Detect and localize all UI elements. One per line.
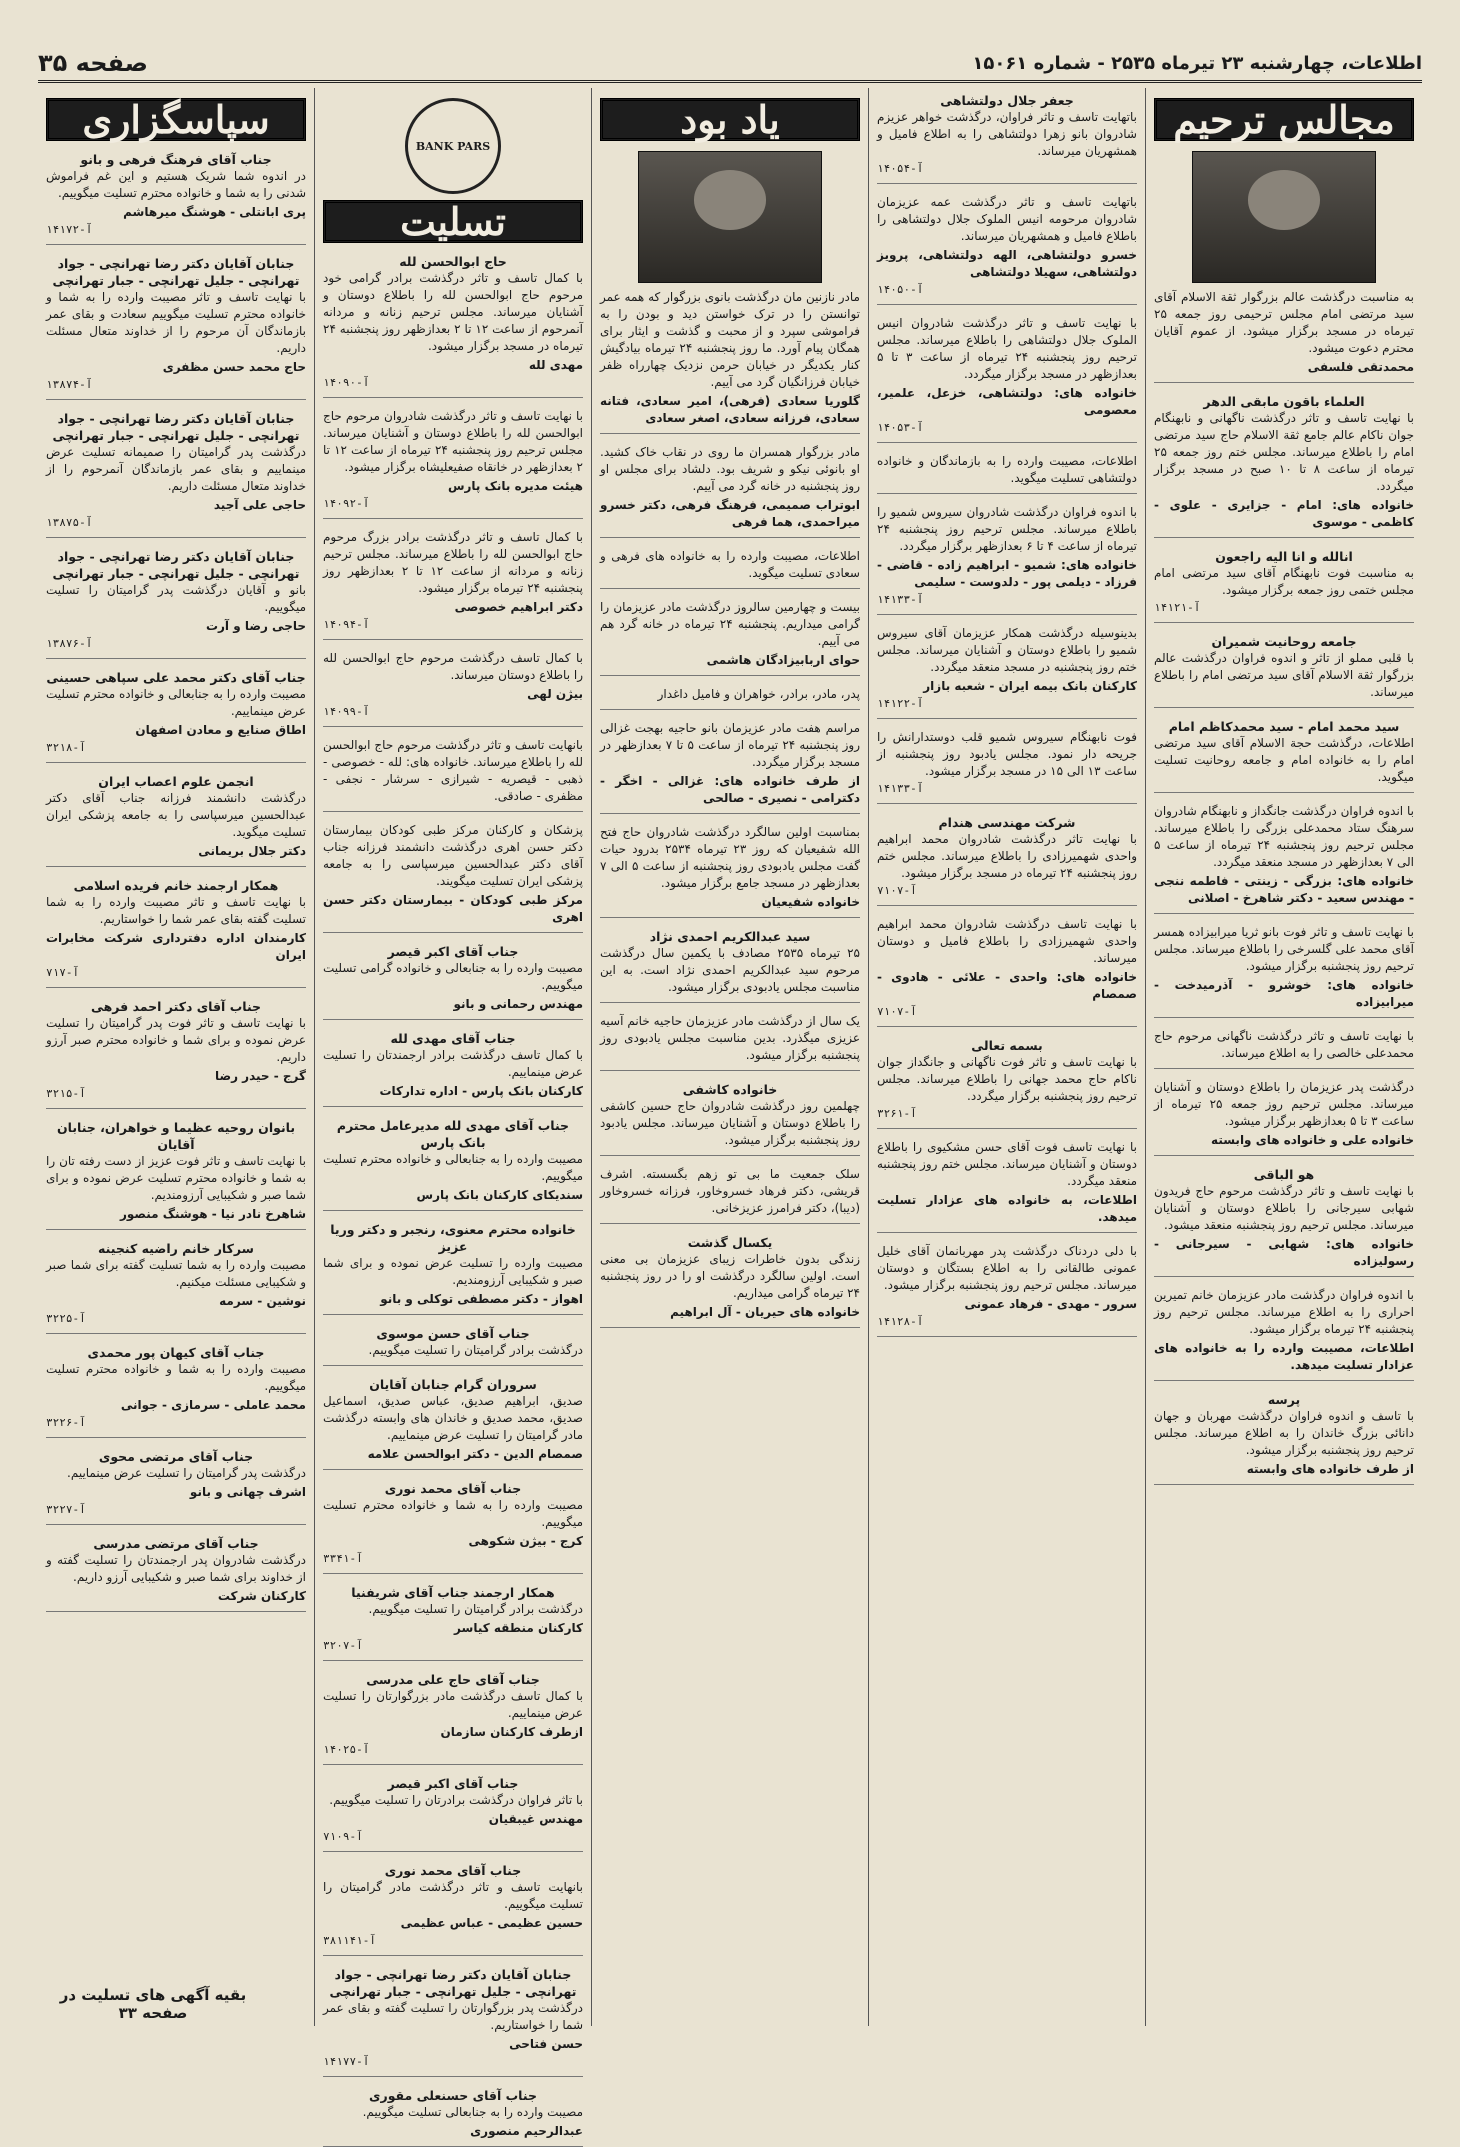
notice-block — [323, 943, 583, 1020]
notice-heading: انجمن علوم اعصاب ایران — [98, 774, 254, 789]
notice-signature: صمصام الدین - دکتر ابوالحسن علامه — [367, 1447, 583, 1461]
notice-signature: اطلاعات، به خانواده های عزادار تسلیت میدهد. — [877, 1193, 1137, 1224]
notice-signature: اطاق صنایع و معادن اصفهان — [135, 723, 306, 737]
notice-text: بمناسبت اولین سالگرد درگذشت شادروان حاج فتح الله شفیعیان که روز ۲۳ تیرماه ۲۵۳۴ بدرود حیات گفت مجلس یادبودی روز پنجشنبه از ساعت ۵ الی ۷ بعدازظهر در مسجد جامع برگزار میشود. — [600, 825, 860, 890]
notice-code: آ-۱۴۱۲۸ — [877, 1315, 924, 1328]
notice-text: با نهایت تاسف فوت آقای حسن مشکیوی را باطلاع دوستان و آشنایان میرساند. مجلس ختم روز پنجشنبه منعقد میگردد. — [877, 1140, 1137, 1188]
notice-block — [323, 1376, 583, 1470]
notice-block — [46, 1448, 306, 1525]
notice-block — [323, 1671, 583, 1765]
notice-code: آ-۳۸۱۱۴۱ — [323, 1934, 376, 1947]
notice-text: مصیبت وارده را به شما و خانواده محترم تسلیت میگوییم. — [323, 1498, 583, 1529]
notice-text: به مناسبت فوت نابهنگام آقای سید مرتضی امام مجلس ختمی روز جمعه برگزار میشود. — [1154, 566, 1414, 597]
notice-block — [877, 194, 1137, 305]
notice-code: آ-۳۲۶۱ — [877, 1107, 917, 1120]
notice-block — [323, 737, 583, 812]
notice-heading: جناب آقای مهدی لله مدیرعامل محترم بانک پارس — [336, 1118, 570, 1150]
notice-code: آ-۱۴۰۹۴ — [323, 618, 370, 631]
notice-block — [323, 1584, 583, 1661]
masthead: اطلاعات، چهارشنبه ۲۳ تیرماه ۲۵۳۵ - شماره ۱۵۰۶۱ — [972, 52, 1422, 74]
notice-block — [600, 548, 860, 589]
notice-heading: انالله و انا الیه راجعون — [1215, 549, 1353, 564]
notice-text: درگذشت پدر عزیزمان را باطلاع دوستان و آشنایان میرساند. مجلس ترحیم روز جمعه ۲۵ تیرماه از ساعت ۳ تا ۵ بعدازظهر برگزار میشود. — [1154, 1080, 1414, 1128]
notice-signature: خانواده های: شهابی - سیرجانی - رسولیزاده — [1154, 1237, 1414, 1268]
column-3 — [591, 88, 868, 2026]
notice-code: آ-۳۲۲۷ — [46, 1503, 86, 1516]
notice-text: با اندوه فراوان درگذشت شادروان سیروس شمیو را باطلاع میرساند. مجلس ترحیم روز پنجشنبه ۲۴ تیرماه از ساعت ۴ تا ۶ بعدازظهر برگزار میگردد. — [877, 505, 1137, 553]
notice-block — [46, 1240, 306, 1334]
notice-heading: جناب آقای دکتر احمد فرهی — [90, 999, 262, 1014]
notice-heading: همکار ارجمند خانم فریده اسلامی — [73, 878, 279, 893]
notice-text: با تاثر فراوان درگذشت برادرتان را تسلیت میگوییم. — [329, 1793, 583, 1807]
notice-code: آ-۷۱۰۹ — [323, 1830, 363, 1843]
notice-block — [1154, 924, 1414, 1018]
notice-block — [46, 773, 306, 867]
notice-signature: اشرف چهانی و بانو — [189, 1485, 306, 1499]
notice-block — [877, 1037, 1137, 1129]
notice-block — [600, 824, 860, 918]
bank-pars-seal: BANK PARS — [405, 98, 501, 194]
notice-code: آ-۱۴۱۷۷ — [323, 2055, 370, 2068]
notice-signature: از طرف خانواده های: غزالی - اخگر - دکترامی - نصیری - صالحی — [600, 774, 860, 805]
banner-sepasgozari: سپاسگزاری — [46, 98, 306, 141]
notice-heading: بانوان روحیه عظیما و خواهران، جنابان آقایان — [56, 1120, 296, 1152]
notice-signature: خانواده های: دولتشاهی، خزعل، علمیر، معصومی — [877, 386, 1137, 417]
notice-code: آ-۳۲۱۸ — [46, 741, 86, 754]
notice-signature: محمد عاملی - سرمازی - جوانی — [120, 1398, 306, 1412]
notice-heading: خانواده محترم معنوی، رنجبر و دکتر وریا عزیز — [330, 1222, 576, 1254]
notice-text: درگذشت برادر گرامیتان را تسلیت میگوییم. — [368, 1602, 583, 1616]
notice-block — [46, 1344, 306, 1438]
notice-signature: حوای اربابیزادگان هاشمی — [706, 653, 860, 667]
notice-code: آ-۳۲۲۶ — [46, 1416, 86, 1429]
notice-signature: خسرو دولتشاهی، الهه دولتشاهی، پرویز دولتشاهی، سهیلا دولتشاهی — [877, 248, 1137, 279]
notice-heading: جناب آقای مرتضی محوی — [98, 1449, 254, 1464]
notice-signature: کارکنان بانک پارس - اداره تدارکات — [379, 1084, 583, 1098]
notice-code: آ-۷۱۰۷ — [877, 1005, 917, 1018]
notice-block — [877, 916, 1137, 1027]
notice-heading: جعفر جلال دولتشاهی — [940, 93, 1074, 108]
notice-signature: مهندس رحمانی و بانو — [453, 997, 583, 1011]
notice-text: ۲۵ تیرماه ۲۵۳۵ مصادف با یکمین سال درگذشت مرحوم سید عبدالکریم احمدی نژاد است. به این مناسبت مجلس یادبودی برگزار میشود. — [600, 946, 860, 994]
notice-text: با کمال تاسف درگذشت مرحوم حاج ابوالحسن لله را باطلاع دوستان میرساند. — [323, 651, 583, 682]
banner-majalis: مجالس ترحیم — [1154, 98, 1414, 141]
notice-signature: خانواده های: خوشرو - آذرمیدخت - میرابیزاده — [1154, 978, 1414, 1009]
notice-heading: جنابان آقایان دکتر رضا تهرانچی - جواد تهرانچی - جلیل تهرانچی - جبار تهرانچی — [52, 256, 300, 288]
notice-block — [877, 1139, 1137, 1233]
notice-text: مصیبت وارده را به جنابعالی تسلیت میگوییم. — [362, 2105, 583, 2119]
notice-block — [877, 92, 1137, 184]
notice-text: اطلاعات، درگذشت حجة الاسلام آقای سید مرتضی امام را به خانواده امام و جامعه روحانیت تسلیت میگوید. — [1154, 736, 1414, 784]
notice-text: بانو و آقایان درگذشت پدر گرامیتان را تسلیت میگوییم. — [46, 583, 306, 614]
notice-text: با نهایت تاسف و تاثر مصیبت وارده را به شما و خانواده محترم تسلیت میگوییم سعادت و بقای عمر بازماندگان آن مرحوم را از خداوند متعال مسئلت داریم. — [46, 290, 306, 355]
notice-heading: یکسال گذشت — [687, 1235, 773, 1250]
notice-code: آ-۳۲۰۷ — [323, 1639, 363, 1652]
notice-signature: دکتر ابراهیم خصوصی — [454, 600, 583, 614]
notice-signature: از طرف خانواده های وابسته — [1246, 1462, 1414, 1476]
notice-code: آ-۱۴۱۲۲ — [877, 697, 924, 710]
notice-heading: جناب آقای حاج علی مدرسی — [366, 1672, 540, 1687]
notice-block — [323, 822, 583, 933]
notice-heading: العلماء باقون مابقی الدهر — [1203, 394, 1365, 409]
notice-text: بانهایت تاسف و تاثر درگذشت مرحوم حاج ابوالحسن لله را باطلاع میرساند. خانواده های: لله - خصوصی - ذهبی - قیصریه - شیرازی - سرشار - نجفی - مظفری - صادقی. — [323, 738, 583, 803]
notice-code: آ-۱۳۸۷۴ — [46, 378, 93, 391]
notice-text: با نهایت تاسف و تاثر درگذشت ناگهانی مرحوم حاج محمدعلی خالصی را به اطلاع میرساند. — [1154, 1029, 1414, 1060]
notice-code: آ-۱۳۸۷۶ — [46, 637, 93, 650]
notice-signature: محمدتقی فلسفی — [1307, 360, 1414, 374]
notice-block — [1154, 289, 1414, 383]
notice-block — [46, 548, 306, 659]
notice-signature: اطلاعات، مصیبت وارده را به خانواده های عزادار تسلیت میدهد. — [1154, 1341, 1414, 1372]
notice-signature: کارکنان منطقه کیاسر — [454, 1621, 583, 1635]
notice-signature: گرج - حیدر رضا — [214, 1069, 306, 1083]
notice-block — [877, 504, 1137, 615]
notice-heading: جناب آقای حسن موسوی — [376, 1326, 530, 1341]
notice-text: بانهایت تاسف و تاثر درگذشت مادر گرامیتان را تسلیت میگوییم. — [323, 1880, 583, 1911]
notice-heading: جناب آقای مهدی لله — [390, 1031, 516, 1046]
notice-text: درگذشت پدر گرامیتان را صمیمانه تسلیت عرض مینماییم و بقای عمر بازماندگان آنمرحوم را از خداوند متعال مسئلت داریم. — [46, 445, 306, 493]
notice-block — [1154, 633, 1414, 708]
notice-signature: کارکنان بانک بیمه ایران - شعبه بازار — [923, 679, 1137, 693]
notice-text: با نهایت تاسف و تاثر درگذشت مرحوم حاج فریدون شهابی سیرجانی را باطلاع دوستان و آشنایان میرساند. مجلس ترحیم روز پنجشنبه منعقد میشود. — [1154, 1184, 1414, 1232]
notice-block — [323, 529, 583, 640]
notice-code: آ-۱۴۰۵۳ — [877, 421, 924, 434]
notice-text: صدیق، ابراهیم صدیق، عباس صدیق، اسماعیل صدیق، محمد صدیق و خاندان های وابسته درگذشت مادر گرامیتان را تسلیت عرض مینماییم. — [323, 1394, 583, 1442]
notice-heading: شرکت مهندسی هندام — [938, 815, 1076, 830]
notice-block — [323, 1325, 583, 1366]
notice-text: با کمال تاسف و تاثر درگذشت برادر گرامی خود مرحوم حاج ابوالحسن لله را باطلاع دوستان و آشنایان میرساند. مجلس ترحیم زنانه و مردانه آنمرحوم از ساعت ۱۲ تا ۲ بعدازظهر روز پنجشنبه ۲۴ تیرماه در مسجد برگزار میشود. — [323, 271, 583, 353]
notice-code: آ-۱۴۱۳۳ — [877, 782, 924, 795]
notice-block — [600, 599, 860, 676]
notice-code: آ-۱۴۰۹۰ — [323, 376, 370, 389]
notice-block — [877, 1243, 1137, 1337]
notice-block — [46, 669, 306, 763]
notice-block — [46, 998, 306, 1109]
notice-heading: بسمه تعالی — [971, 1038, 1043, 1053]
notice-code: آ-۷۱۷ — [46, 966, 80, 979]
notice-signature: حسین عظیمی - عباس عظیمی — [400, 1916, 583, 1930]
notice-block — [323, 1030, 583, 1107]
notice-text: با نهایت تاسف و تاثر فوت بانو ثریا میرابیزاده همسر آقای محمد علی گلسرخی را باطلاع میرساند. مجلس ترحیم روز پنجشنبه برگزار میشود. — [1154, 925, 1414, 973]
notice-heading: جناب آقای فرهنگ فرهی و بانو — [80, 152, 272, 167]
notice-heading: سید محمد امام - سید محمدکاظم امام — [1168, 719, 1400, 734]
notice-signature: دکتر جلال بریمانی — [198, 844, 306, 858]
notice-text: مصیبت وارده را به شما تسلیت گفته برای شما صبر و شکیبایی مسئلت میکنیم. — [46, 1258, 306, 1289]
notice-signature: کارمندان اداره دفترداری شرکت مخابرات ایران — [46, 931, 306, 962]
notice-text: به مناسبت درگذشت عالم بزرگوار ثقة الاسلام آقای سید مرتضی امام مجلس ترحیمی روز جمعه ۲۵ تیرماه در مسجد برگزار میشود. از عموم آقایان محترم دعوت میشود. — [1154, 290, 1414, 355]
notice-code: آ-۷۱۰۷ — [877, 884, 917, 897]
notice-signature: خانواده های: شمیو - ابراهیم زاده - قاضی - فرزاد - دیلمی پور - دلدوست - سلیمی — [877, 558, 1137, 589]
notice-heading: حاج ابوالحسن لله — [399, 254, 507, 269]
column-1 — [1145, 88, 1422, 2026]
notice-signature: حاجی علی آجید — [213, 498, 306, 512]
notice-heading: جناب آقای اکبر قیصر — [387, 1776, 519, 1791]
notice-signature: مهدی لله — [528, 358, 583, 372]
notice-block — [877, 315, 1137, 443]
notice-code: آ-۳۲۱۵ — [46, 1087, 86, 1100]
notice-signature: ابوتراب صمیمی، فرهنگ فرهی، دکتر خسرو میراحمدی، هما فرهی — [600, 498, 860, 529]
notice-heading: جنابان آقایان دکتر رضا تهرانچی - جواد تهرانچی - جلیل تهرانچی - جبار تهرانچی — [52, 411, 300, 443]
notice-text: اطلاعات، مصیبت وارده را به خانواده های فرهی و سعادی تسلیت میگوید. — [600, 549, 860, 580]
notice-text: مصیبت وارده را به جنابعالی و خانواده محترم تسلیت عرض مینماییم. — [46, 687, 306, 718]
notice-heading: جناب آقای حسنعلی مقوری — [369, 2088, 537, 2103]
notice-block — [600, 1081, 860, 1156]
notice-text: در اندوه شما شریک هستیم و این غم فراموش شدنی را به شما و خانواده محترم تسلیت میگوییم. — [46, 169, 306, 200]
notice-signature: عبدالرحیم منصوری — [470, 2124, 583, 2138]
notice-code: آ-۱۴۱۲۱ — [1154, 601, 1201, 614]
portrait-photo — [1192, 151, 1376, 283]
notice-heading: همکار ارجمند جناب آقای شریفنیا — [351, 1585, 555, 1600]
notice-heading: سید عبدالکریم احمدی نژاد — [649, 929, 811, 944]
notice-block — [46, 151, 306, 245]
notice-code: آ-۳۲۲۵ — [46, 1312, 86, 1325]
notice-signature: شاهرخ نادر نیا - هوشنگ منصور — [119, 1207, 306, 1221]
notice-heading: جناب آقای دکتر محمد علی سپاهی حسینی — [46, 670, 306, 685]
notice-text: با نهایت تاسف درگذشت شادروان محمد ابراهیم واحدی شهمیرزادی را باطلاع فامیل و دوستان میرساند. — [877, 917, 1137, 965]
notice-signature: مهندس غیبقیان — [488, 1812, 583, 1826]
notice-block — [46, 1119, 306, 1230]
notice-block — [600, 289, 860, 434]
notice-block — [46, 877, 306, 988]
notice-block — [600, 720, 860, 814]
notice-text: درگذشت پدر گرامیتان را تسلیت عرض مینماییم. — [67, 1466, 306, 1480]
notice-signature: خانواده های: امام - جزایری - علوی - کاظمی - موسوی — [1154, 498, 1414, 529]
notice-code: آ-۳۳۴۱ — [323, 1552, 363, 1565]
notice-code: آ-۱۴۱۳۳ — [877, 593, 924, 606]
notice-block — [1154, 1391, 1414, 1485]
notice-block — [1154, 1028, 1414, 1069]
notice-block — [877, 729, 1137, 804]
page-number: صفحه ۳۵ — [38, 49, 148, 77]
notice-signature: گلوریا سعادی (فرهی)، امیر سعادی، فتانه سعادی، فرزانه سعادی، اصغر سعادی — [600, 394, 860, 425]
portrait-photo — [638, 151, 822, 283]
notice-block — [323, 1221, 583, 1315]
notice-text: با قلبی مملو از تاثر و اندوه فراوان درگذشت عالم بزرگوار ثقة الاسلام آقای سید مرتضی امام را باطلاع میرساند. — [1154, 651, 1414, 699]
notice-text: با دلی دردناک درگذشت پدر مهربانمان آقای خلیل عمونی طالقانی را به اطلاع بستگان و دوستان میرساند. مجلس ترحیم روز پنجشنبه برگزار میشود. — [877, 1244, 1137, 1292]
notice-heading: جناب آقای اکبر قیصر — [387, 944, 519, 959]
notice-text: مراسم هفت مادر عزیزمان بانو حاجیه بهجت غزالی روز پنجشنبه ۲۴ تیرماه از ساعت ۵ تا ۷ بعدازظهر در مسجد برگزار میگردد. — [600, 721, 860, 769]
notice-heading: جنابان آقایان دکتر رضا تهرانچی - جواد تهرانچی - جلیل تهرانچی - جبار تهرانچی — [329, 1967, 577, 1999]
notice-signature: سندیکای کارکنان بانک پارس — [416, 1188, 583, 1202]
notice-heading: جنابان آقایان دکتر رضا تهرانچی - جواد تهرانچی - جلیل تهرانچی - جبار تهرانچی — [52, 549, 300, 581]
notice-signature: حاجی رضا و آرت — [205, 619, 306, 633]
notice-block — [1154, 1166, 1414, 1277]
notice-text: فوت نابهنگام سیروس شمیو قلب دوستدارانش را جریحه دار نمود. مجلس یادبود روز پنجشنبه از ساعت ۱۳ الی ۱۵ در مسجد برگزار میشود. — [877, 730, 1137, 778]
notice-block — [877, 625, 1137, 719]
notice-heading: هو الباقی — [1253, 1167, 1315, 1182]
notice-signature: حسن فتاحی — [509, 2037, 583, 2051]
notice-heading: جناب آقای کیهان پور محمدی — [87, 1345, 265, 1360]
notice-signature: خانواده های حیریان - آل ابراهیم — [670, 1305, 860, 1319]
notice-block — [323, 1862, 583, 1956]
notice-text: با اندوه فراوان درگذشت مادر عزیزمان خانم تمیرین احراری را به اطلاع میرساند. مجلس ترحیم روز پنجشنبه ۲۴ تیرماه برگزار میشود. — [1154, 1288, 1414, 1336]
notice-text: اطلاعات، مصیبت وارده را به بازماندگان و خانواده دولتشاهی تسلیت میگوید. — [877, 454, 1137, 485]
notice-text: مصیبت وارده را به شما و خانواده محترم تسلیت میگوییم. — [46, 1362, 306, 1393]
notice-signature: حاج محمد حسن مظفری — [162, 360, 306, 374]
notice-signature: خانواده های: بزرگی - زینتی - فاطمه ننجی - مهندس سعید - دکتر شاهرخ - اصلانی — [1154, 874, 1414, 905]
page-header — [38, 46, 1422, 83]
notice-code: آ-۱۴۰۵۴ — [877, 162, 924, 175]
notice-code: آ-۱۴۰۹۹ — [323, 705, 370, 718]
notice-block — [46, 410, 306, 538]
notice-text: با نهایت تاسف و تاثر مصیبت وارده را به شما تسلیت گفته بقای عمر شما را خواستاریم. — [46, 895, 306, 926]
notice-signature: مرکز طبی کودکان - بیمارستان دکتر حسن اهری — [323, 893, 583, 924]
notice-text: باتهایت تاسف و تاثر درگذشت عمه عزیزمان شادروان مرحومه انیس الملوک جلال دولتشاهی را باطلاع فامیل و همشهریان میرساند. — [877, 195, 1137, 243]
notice-text: درگذشت دانشمند فرزانه جناب آقای دکتر عبدالحسین میرسپاسی را به جامعه پزشکی ایران تسلیت میگوید. — [46, 791, 306, 839]
notice-text: بیست و چهارمین سالروز درگذشت مادر عزیزمان را گرامی میداریم. پنجشنبه ۲۴ تیرماه در خانه گرد هم می آییم. — [600, 600, 860, 648]
notice-text: درگذشت برادر گرامیتان را تسلیت میگوییم. — [368, 1343, 583, 1357]
notice-block — [323, 2087, 583, 2147]
notice-text: پدر، مادر، برادر، خواهران و فامیل داغدار — [657, 687, 860, 701]
notice-text: با اندوه فراوان درگذشت جانگداز و نابهنگام شادروان سرهنگ ستاد محمدعلی بزرگی را باطلاع میرساند. مجلس ترحیم روز پنجشنبه ۲۴ تیرماه از ساعت ۵ الی ۷ بعدازظهر در مسجد منعقد میگردد. — [1154, 804, 1414, 869]
notice-text: با نهایت تاسف و تاثر فوت ناگهانی و جانگداز جوان ناکام حاج محمد جهانی را باطلاع میرساند. مجلس ترحیم روز پنجشنبه برگزار میگردد. — [877, 1055, 1137, 1103]
notice-block — [877, 814, 1137, 906]
notice-block — [323, 253, 583, 398]
notice-text: زندگی بدون خاطرات زیبای عزیزمان بی معنی است. اولین سالگرد درگذشت او را در روز پنجشنبه ۲۴ تیرماه گرامی میداریم. — [600, 1252, 860, 1300]
notice-block — [600, 1013, 860, 1071]
notice-signature: سرور - مهدی - فرهاد عمونی — [964, 1297, 1137, 1311]
notice-code: آ-۱۳۸۷۵ — [46, 516, 93, 529]
notice-text: با نهایت تاثر درگذشت شادروان محمد ابراهیم واحدی شهمیرزادی را باطلاع میرساند. مجلس ختم روز پنجشنبه ۲۴ تیرماه در مسجد برگزار میشود. — [877, 832, 1137, 880]
notice-code: آ-۱۴۰۹۲ — [323, 497, 370, 510]
notice-text: سلک جمعیت ما بی تو زهم بگسسته. اشرف قریشی، دکتر فرهاد خسروخاور، فرزانه خسروخاور (دیبا)، دکتر فرامرز عزیزخانی. — [600, 1167, 860, 1215]
notice-block — [1154, 548, 1414, 623]
notice-text: درگذشت شادروان پدر ارجمندتان را تسلیت گفته و از خداوند برای شما صبر و شکیبایی آرزو داریم. — [46, 1553, 306, 1584]
notice-text: یک سال از درگذشت مادر عزیزمان حاجیه خانم آسیه عزیزی میگذرد. بدین مناسبت مجلس یادبودی روز پنجشنبه برگزار میشود. — [600, 1014, 860, 1062]
notice-text: با تاسف و اندوه فراوان درگذشت مهربان و جهان دانائی بزرگ خاندان را به اطلاع میرساند. مجلس ترحیم روز پنجشنبه برگزار میشود. — [1154, 1409, 1414, 1457]
notice-heading: جناب آقای محمد نوری — [384, 1863, 522, 1878]
notice-block — [323, 1775, 583, 1852]
notice-signature: اهواز - دکتر مصطفی توکلی و بانو — [380, 1292, 583, 1306]
notice-text: مصیبت وارده را به جنابعالی و خانواده گرامی تسلیت میگوییم. — [323, 961, 583, 992]
notice-block — [600, 1166, 860, 1224]
notice-signature: پری ابانتلی - هوشنگ میرهاشم — [123, 205, 306, 219]
notice-heading: سروران گرام جنابان آقایان — [369, 1377, 537, 1392]
notice-heading: سرکار خانم راضیه کنجینه — [98, 1241, 254, 1256]
notice-signature: خانواده های: واحدی - علائی - هادوی - صمصام — [877, 970, 1137, 1001]
notice-block — [600, 1234, 860, 1328]
notice-text: باتهایت تاسف و تاثر فراوان، درگذشت خواهر عزیزم شادروان بانو زهرا دولتشاهی را به اطلاع فامیل و همشهریان میرساند. — [877, 110, 1137, 158]
notice-text: با کمال تاسف درگذشت مادر بزرگوارتان را تسلیت عرض مینماییم. — [323, 1689, 583, 1720]
notice-heading: جناب آقای محمد نوری — [384, 1481, 522, 1496]
notice-block — [1154, 803, 1414, 914]
notice-text: مادر بزرگوار همسران ما روی در نقاب خاک کشید. او بانوئی نیکو و شریف بود. دلشاد برای مجلس او روز پنجشنبه در خانه گرد می آییم. — [600, 445, 860, 493]
notice-signature: کارکنان شرکت — [217, 1589, 306, 1603]
notice-text: با کمال تاسف و تاثر درگذشت برادر بزرگ مرحوم حاج ابوالحسن لله را باطلاع میرساند. مجلس ترحیم زنانه و مردانه از ساعت ۱۲ تا ۲ بعدازظهر روز پنجشنبه ۲۴ تیرماه برگزار میشود. — [323, 530, 583, 595]
column-5 — [38, 88, 314, 2026]
notice-block — [46, 255, 306, 400]
column-4 — [314, 88, 591, 2138]
notice-heading: جناب آقای مرتضی مدرسی — [93, 1536, 259, 1551]
notice-block — [1154, 393, 1414, 538]
notice-text: با نهایت تاسف و تاثر درگذشت ناگهانی و نابهنگام جوان ناکام عالم جامع ثقة الاسلام حاج سید مرتضی امام را باطلاع میرساند. مجلس ختم روز جمعه ۲۵ تیرماه از ساعت ۸ تا ۱۰ صبح در مسجد برگزار میگردد. — [1154, 411, 1415, 493]
notice-signature: بیژن لهی — [527, 687, 583, 701]
notice-text: با نهایت تاسف و تاثر فوت پدر گرامیتان را تسلیت عرض نموده و برای شما و خانواده محترم صبر آرزو داریم. — [46, 1016, 306, 1064]
notice-block — [600, 928, 860, 1003]
notice-signature: نوشین - سرمه — [219, 1294, 306, 1308]
banner-tasliyat: تسلیت — [323, 200, 583, 243]
notice-signature: خانواده شفیعیان — [761, 895, 860, 909]
notice-block — [323, 1117, 583, 1211]
notice-block — [323, 650, 583, 727]
notice-text: پزشکان و کارکنان مرکز طبی کودکان بیمارستان دکتر حسن اهری درگذشت دانشمند فرزانه جناب آقای دکتر عبدالحسین میرسپاسی را به جامعه پزشکی ایران تسلیت میگویند. — [323, 823, 583, 888]
column-2 — [868, 88, 1145, 2026]
newspaper-columns — [38, 88, 1422, 2138]
notice-block — [46, 1535, 306, 1612]
notice-heading: جامعه روحانیت شمیران — [1211, 634, 1357, 649]
notice-block — [600, 444, 860, 538]
banner-yadbud: یاد بود — [600, 98, 860, 141]
notice-text: درگذشت پدر بزرگوارتان را تسلیت گفته و بقای عمر شما را خواستاریم. — [323, 2001, 583, 2032]
notice-text: مصیبت وارده را به جنابعالی و خانواده محترم تسلیت میگوییم. — [323, 1152, 583, 1183]
notice-block — [1154, 718, 1414, 793]
notice-block — [1154, 1287, 1414, 1381]
notice-block — [323, 408, 583, 519]
notice-block — [600, 686, 860, 710]
notice-code: آ-۱۴۱۷۲ — [46, 223, 93, 236]
notice-code: آ-۱۴۰۵۰ — [877, 283, 924, 296]
notice-signature: خانواده علی و خانواده های وابسته — [1211, 1133, 1414, 1147]
notice-text: مادر نازنین مان درگذشت بانوی بزرگوار که همه عمر توانستن را در ترک خواستن دید و بودن را به فراموشی سپرد و از محبت و گذشت و ایثار برای همگان پیام آورد. ما روز پنجشنبه ۲۴ تیرماه بیادگیش کنار یکدیگر در خیابان حرمن نزدیک چهارراه ظفر خیابان فرزانگیان گرد می آییم. — [600, 290, 860, 389]
notice-heading: پرسه — [1267, 1392, 1301, 1407]
notice-signature: ازطرف کارکنان سازمان — [440, 1725, 583, 1739]
notice-text: با نهایت تاسف و تاثر درگذشت شادروان مرحوم حاج ابوالحسن لله را باطلاع دوستان و آشنایان میرساند. مجلس ترحیم روز پنجشنبه ۲۴ تیرماه از ساعت ۱۲ تا ۲ بعدازظهر در خانقاه صفیعلیشاه برگزار میشود. — [323, 409, 583, 474]
notice-heading: خانواده کاشفی — [682, 1082, 778, 1097]
notice-block — [323, 1480, 583, 1574]
notice-text: مصیبت وارده را تسلیت عرض نموده و برای شما صبر و شکیبایی آرزومندیم. — [323, 1256, 583, 1287]
notice-code: آ-۱۴۰۲۵ — [323, 1743, 370, 1756]
notice-block — [877, 453, 1137, 494]
notice-signature: هیئت مدیره بانک پارس — [447, 479, 583, 493]
notice-text: با نهایت تاسف و تاثر فوت عزیز از دست رفته تان را به شما و خانواده محترم تسلیت عرض نموده و برای شما صبر و شکیبایی آرزومندیم. — [46, 1154, 306, 1202]
notice-block — [1154, 1079, 1414, 1156]
notice-signature: کرج - بیژن شکوهی — [468, 1534, 583, 1548]
notice-text: با کمال تاسف درگذشت برادر ارجمندتان را تسلیت عرض مینماییم. — [323, 1048, 583, 1079]
continued-note: بقیه آگهی های تسلیت در صفحه ۳۳ — [59, 1986, 247, 2022]
notice-block — [323, 1966, 583, 2077]
notice-text: با نهایت تاسف و تاثر درگذشت شادروان انیس الملوک جلال دولتشاهی را باطلاع میرساند. مجلس ترحیم روز پنجشنبه ۲۴ تیرماه از ساعت ۳ تا ۵ بعدازظهر در مسجد برگزار میگردد. — [877, 316, 1138, 381]
notice-text: بدینوسیله درگذشت همکار عزیزمان آقای سیروس شمیو را باطلاع دوستان و آشنایان میرساند. مجلس ختم روز پنجشنبه در مسجد منعقد میگردد. — [877, 626, 1137, 674]
notice-text: چهلمین روز درگذشت شادروان حاج حسین کاشفی را باطلاع دوستان و آشنایان میرساند. مجلس یادبود روز پنجشنبه برگزار میشود. — [600, 1099, 860, 1147]
